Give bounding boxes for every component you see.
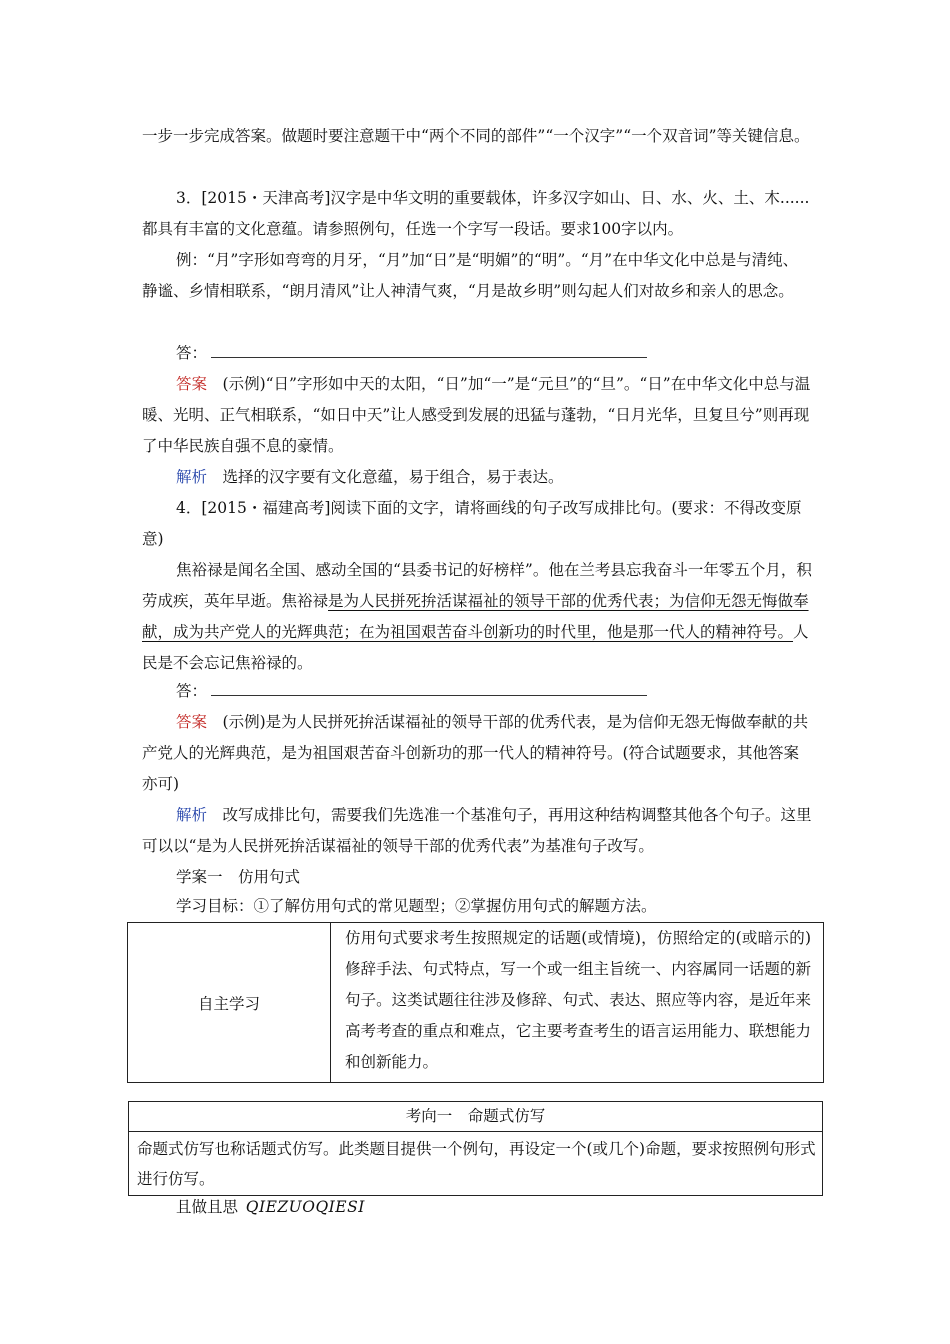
question-3-answer-prompt <box>176 338 812 369</box>
answer-blank-line <box>211 343 647 358</box>
answer-label: 答案 <box>176 375 208 393</box>
answer-prompt-label: 答： <box>176 682 208 700</box>
answer-label: 答案 <box>176 713 208 731</box>
answer-text: (示例)“日”字形如中天的太阳，“日”加“一”是“元旦”的“旦”。“日”在中华文化中总与温暖、光明、正气相联系，“如日中天”让人感受到发展的迅猛与蓬勃，“日月光华，旦复旦兮”则再现了中华民族自强不息的豪情。 <box>142 375 811 455</box>
question-3-example: 例：“月”字形如弯弯的月牙，“月”加“日”是“明媚”的“明”。“月”在中华文化中总是与清纯、静谧、乡情相联系，“朗月清风”让人神清气爽，“月是故乡明”则勾起人们对故乡和亲人的思念。 <box>142 251 799 300</box>
footer-section-label <box>176 1192 812 1223</box>
direction-body: 命题式仿写也称话题式仿写。此类题目提供一个例句，再设定一个(或几个)命题，要求按照例句形式进行仿写。 <box>137 1140 816 1188</box>
answer-text: (示例)是为人民拼死拚活谋福祉的领导干部的优秀代表，是为信仰无怨无悔做奉献的共产党人的光辉典范，是为祖国艰苦奋斗创新功的那一代人的精神符号。(符合试题要求，其他答案亦可) <box>142 713 809 793</box>
passage-underlined-sentence: 是为人民拼死拚活谋福祉的领导干部的优秀代表；为信仰无怨无悔做奉献，成为共产党人的光辉典范；在为祖国艰苦奋斗创新功的时代里，他是那一代人的精神符号。 <box>142 592 809 641</box>
question-4-passage <box>142 555 812 679</box>
answer-prompt-label: 答： <box>176 344 208 362</box>
passage-text-b: 人民是不会忘记焦裕禄的。 <box>142 623 809 672</box>
answer-blank-line <box>211 681 647 696</box>
direction-title: 考向一 命题式仿写 <box>129 1102 822 1132</box>
footer-pinyin: QIEZUOQIESI <box>245 1198 365 1216</box>
analysis-text: 改写成排比句，需要我们先选准一个基准句子，再用这种结构调整其他各个句子。这里可以以“是为人民拼死拚活谋福祉的领导干部的优秀代表”为基准句子改写。 <box>142 806 812 855</box>
direction-box <box>128 1101 823 1196</box>
self-study-table <box>127 922 824 1083</box>
study-plan-heading: 学案一 仿用句式 <box>176 868 301 886</box>
learning-goals: 学习目标：①了解仿用句式的常见题型；②掌握仿用句式的解题方法。 <box>176 897 657 915</box>
intro-paragraph: 一步一步完成答案。做题时要注意题干中“两个不同的部件”“一个汉字”“一个双音词”等关键信息。 <box>142 127 810 145</box>
analysis-label: 解析 <box>176 806 208 824</box>
question-4-answer-prompt <box>176 676 812 707</box>
question-3-answer <box>142 369 812 462</box>
question-3: 3．[2015・天津高考]汉字是中华文明的重要载体，许多汉字如山、日、水、火、土、木......都具有丰富的文化意蕴。请参照例句，任选一个字写一段话。要求100字以内。 <box>142 189 810 238</box>
question-4-analysis <box>142 800 812 862</box>
question-4-answer <box>142 707 812 800</box>
analysis-label: 解析 <box>176 468 208 486</box>
footer-label: 且做且思 <box>176 1198 239 1216</box>
analysis-text: 选择的汉字要有文化意蕴，易于组合，易于表达。 <box>222 468 564 486</box>
passage-text-a: 焦裕禄是闻名全国、感动全国的“县委书记的好榜样”。他在兰考县忘我奋斗一年零五个月，积劳成疾，英年早逝。焦裕禄 <box>142 561 812 610</box>
self-study-label: 自主学习 <box>128 923 331 1083</box>
question-4: 4．[2015・福建高考]阅读下面的文字，请将画线的句子改写成排比句。(要求：不得改变原意) <box>142 499 802 548</box>
self-study-content: 仿用句式要求考生按照规定的话题(或情境)，仿照给定的(或暗示的)修辞手法、句式特点，写一个或一组主旨统一、内容属同一话题的新句子。这类试题往往涉及修辞、句式、表达、照应等内容，是近年来高考考查的重点和难点，它主要考查考生的语言运用能力、联想能力和创新能力。 <box>331 923 824 1083</box>
question-3-analysis <box>176 462 812 493</box>
